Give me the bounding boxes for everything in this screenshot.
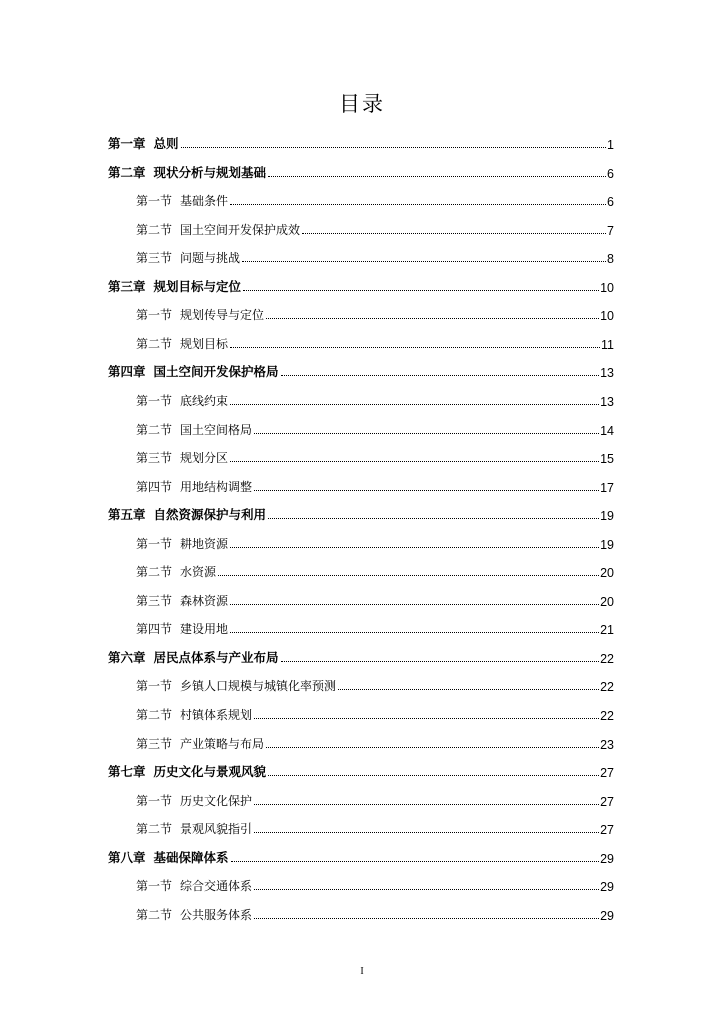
toc-section-entry[interactable] [136, 528, 614, 552]
dot-leader [230, 460, 599, 462]
entry-title: 居民点体系与产业布局 [153, 649, 279, 665]
entry-number: 第三节 [136, 593, 173, 608]
entry-title: 总则 [153, 136, 179, 151]
toc-section-entry[interactable] [136, 185, 614, 209]
entry-page-number: 27 [600, 823, 614, 838]
entry-number: 第一节 [136, 879, 173, 894]
entry-title: 底线约束 [180, 393, 229, 408]
entry-title: 产业策略与布局 [180, 736, 265, 751]
entry-title: 建设用地 [180, 622, 229, 637]
entry-title: 乡镇人口规模与城镇化率预测 [180, 679, 337, 694]
entry-number: 第一节 [136, 393, 173, 408]
entry-number: 第二节 [136, 565, 173, 580]
toc-chapter-entry[interactable] [108, 499, 614, 523]
toc-section-entry[interactable] [136, 214, 614, 238]
entry-page-number: 13 [600, 366, 614, 381]
entry-page-number: 27 [600, 794, 614, 809]
entry-title: 历史文化与景观风貌 [153, 764, 267, 780]
entry-number: 第一章 [108, 136, 146, 151]
entry-page-number: 29 [600, 880, 614, 895]
entry-number: 第二节 [136, 822, 173, 837]
dot-leader [242, 260, 606, 262]
entry-page-number: 19 [600, 509, 614, 524]
entry-title: 现状分析与规划基础 [153, 164, 267, 180]
entry-page-number: 21 [600, 623, 614, 638]
entry-title: 水资源 [180, 565, 217, 580]
entry-number: 第二节 [136, 907, 173, 922]
dot-leader [230, 346, 600, 348]
entry-number: 第一节 [136, 536, 173, 551]
entry-page-number: 11 [601, 337, 614, 352]
toc-section-entry[interactable] [136, 299, 614, 323]
entry-number: 第四节 [136, 479, 173, 494]
dot-leader [281, 374, 600, 376]
toc-chapter-entry[interactable] [108, 642, 614, 666]
entry-number: 第二节 [136, 336, 173, 351]
entry-page-number: 22 [600, 709, 614, 723]
dot-leader [254, 717, 599, 719]
entry-page-number: 22 [600, 680, 614, 695]
toc-section-entry[interactable] [136, 813, 614, 837]
entry-page-number: 6 [607, 195, 614, 210]
entry-number: 第一节 [136, 793, 173, 808]
toc-section-entry[interactable] [136, 556, 614, 580]
dot-leader [338, 688, 599, 690]
entry-page-number: 15 [600, 452, 614, 467]
entry-number: 第七章 [108, 764, 146, 780]
entry-number: 第三节 [136, 451, 173, 466]
dot-leader [268, 175, 606, 177]
entry-number: 第四章 [108, 364, 146, 380]
toc-chapter-entry[interactable] [108, 157, 614, 181]
entry-number: 第二节 [136, 222, 173, 237]
dot-leader [254, 432, 599, 434]
entry-number: 第二节 [136, 708, 173, 722]
entry-page-number: 20 [600, 566, 614, 581]
entry-title: 耕地资源 [180, 536, 229, 551]
entry-number: 第四节 [136, 622, 173, 637]
toc-section-entry[interactable] [136, 670, 614, 694]
entry-title: 历史文化保护 [180, 793, 253, 808]
entry-page-number: 20 [600, 594, 614, 609]
entry-title: 问题与挑战 [180, 251, 241, 266]
dot-leader [230, 546, 599, 548]
dot-leader [231, 860, 600, 862]
entry-number: 第二章 [108, 164, 146, 180]
toc-section-entry[interactable] [136, 328, 614, 352]
entry-title: 基础条件 [180, 194, 229, 209]
entry-page-number: 23 [600, 737, 614, 752]
dot-leader [302, 232, 606, 234]
entry-page-number: 22 [600, 651, 614, 666]
dot-leader [254, 803, 599, 805]
entry-page-number: 29 [600, 908, 614, 923]
entry-page-number: 27 [600, 766, 614, 781]
toc-section-entry[interactable] [136, 442, 614, 466]
entry-number: 第六章 [108, 649, 146, 665]
dot-leader [281, 660, 600, 662]
entry-page-number: 8 [607, 252, 614, 267]
dot-leader [230, 603, 599, 605]
entry-page-number: 29 [600, 851, 614, 866]
dot-leader [243, 289, 599, 291]
dot-leader [268, 517, 599, 519]
entry-number: 第一节 [136, 679, 173, 694]
entry-number: 第二节 [136, 422, 173, 437]
entry-page-number: 10 [600, 280, 614, 295]
toc-section-entry[interactable] [136, 899, 614, 923]
toc-section-entry[interactable] [136, 242, 614, 266]
entry-title: 综合交通体系 [180, 879, 253, 894]
footer-page-number: I [360, 966, 364, 977]
entry-title: 规划目标与定位 [153, 278, 242, 294]
entry-title: 规划目标 [180, 336, 229, 351]
entry-number: 第五章 [108, 507, 146, 523]
dot-leader [230, 403, 599, 405]
toc-chapter-entry[interactable] [108, 271, 614, 295]
entry-title: 公共服务体系 [180, 907, 253, 922]
toc-chapter-entry[interactable] [108, 128, 614, 152]
entry-number: 第三节 [136, 736, 173, 751]
toc-section-entry[interactable] [136, 385, 614, 409]
entry-title: 国土空间格局 [180, 422, 253, 437]
dot-leader [254, 917, 599, 919]
dot-leader [254, 888, 599, 890]
entry-page-number: 17 [600, 480, 614, 495]
toc-section-entry[interactable] [136, 414, 614, 438]
entry-page-number: 13 [600, 394, 614, 409]
entry-number: 第三章 [108, 278, 146, 294]
entry-number: 第八章 [108, 849, 146, 865]
toc-section-entry[interactable] [136, 728, 614, 752]
entry-page-number: 19 [600, 537, 614, 552]
entry-title: 森林资源 [180, 593, 229, 608]
entry-number: 第一节 [136, 194, 173, 209]
toc-section-entry[interactable] [136, 585, 614, 609]
entry-title: 国土空间开发保护成效 [180, 222, 301, 237]
entry-title: 规划传导与定位 [180, 308, 265, 323]
dot-leader [266, 317, 599, 319]
entry-page-number: 10 [600, 309, 614, 324]
toc-section-entry[interactable] [136, 870, 614, 894]
toc-section-entry[interactable] [136, 613, 614, 637]
entry-number: 第三节 [136, 251, 173, 266]
entry-page-number: 7 [607, 223, 614, 238]
toc-section-entry[interactable] [136, 699, 614, 723]
toc-chapter-entry[interactable] [108, 356, 614, 380]
entry-title: 基础保障体系 [153, 849, 229, 865]
entry-number: 第一节 [136, 308, 173, 323]
entry-page-number: 1 [607, 138, 614, 152]
dot-leader [181, 146, 607, 148]
dot-leader [230, 631, 599, 633]
toc-chapter-entry[interactable] [108, 756, 614, 780]
entry-page-number: 14 [600, 423, 614, 438]
toc-section-entry[interactable] [136, 785, 614, 809]
page-title: 目录 [339, 92, 385, 116]
dot-leader [218, 574, 599, 576]
toc-section-entry[interactable] [136, 471, 614, 495]
dot-leader [266, 746, 599, 748]
dot-leader [268, 774, 599, 776]
entry-title: 用地结构调整 [180, 479, 253, 494]
dot-leader [254, 831, 599, 833]
entry-title: 村镇体系规划 [180, 708, 253, 722]
entry-title: 规划分区 [180, 451, 229, 466]
dot-leader [254, 489, 599, 491]
entry-title: 国土空间开发保护格局 [153, 364, 279, 380]
entry-title: 自然资源保护与利用 [153, 507, 267, 523]
entry-page-number: 6 [607, 166, 614, 181]
toc-chapter-entry[interactable] [108, 842, 614, 866]
dot-leader [230, 203, 606, 205]
entry-title: 景观风貌指引 [180, 822, 253, 837]
